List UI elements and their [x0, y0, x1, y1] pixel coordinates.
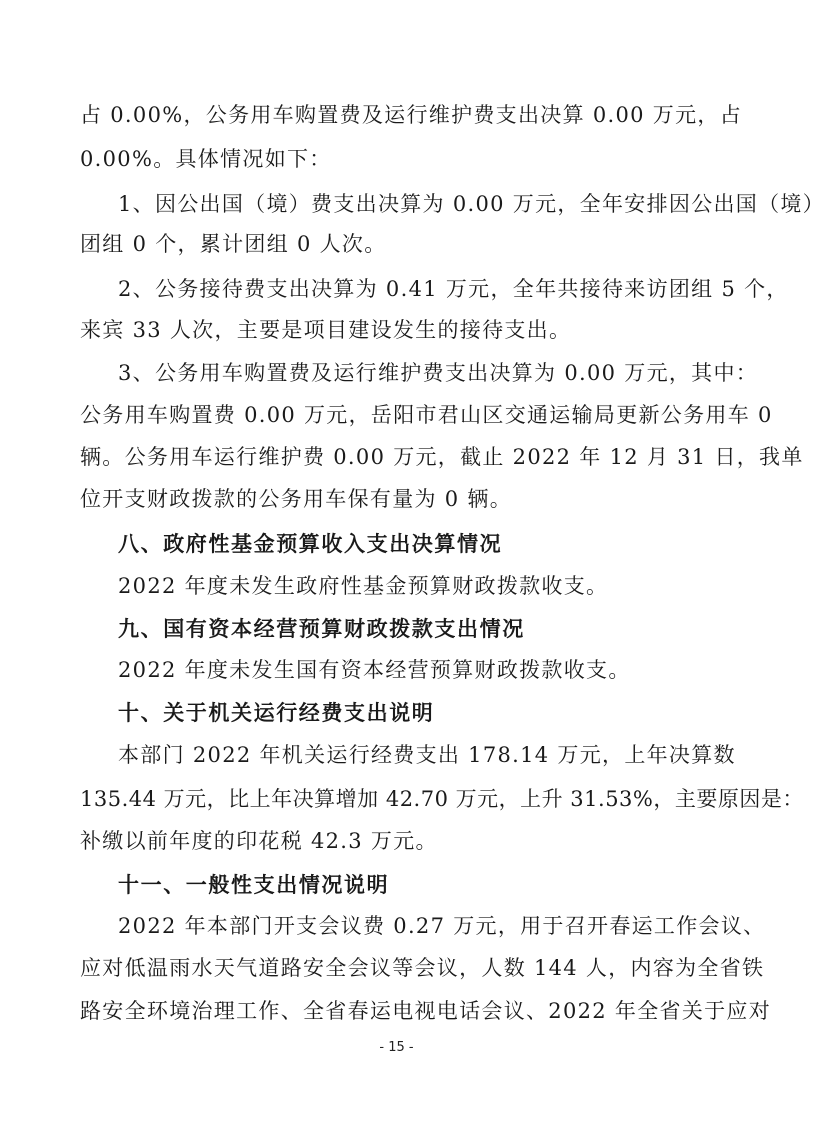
- page-number: - 15 -: [379, 1040, 414, 1055]
- paragraph-line: 1、因公出国（境）费支出决算为 0.00 万元，全年安排因公出国（境）: [118, 192, 825, 216]
- paragraph-line: 应对低温雨水天气道路安全会议等会议，人数 144 人，内容为全省铁: [80, 956, 765, 980]
- paragraph-line: 位开支财政拨款的公务用车保有量为 0 辆。: [80, 487, 513, 511]
- section-heading: 十、关于机关运行经费支出说明: [118, 701, 435, 725]
- paragraph-line: 公务用车购置费 0.00 万元，岳阳市君山区交通运输局更新公务用车 0: [80, 403, 773, 427]
- section-heading: 八、政府性基金预算收入支出决算情况: [118, 532, 503, 556]
- paragraph-line: 2022 年本部门开支会议费 0.27 万元，用于召开春运工作会议、: [118, 914, 766, 938]
- paragraph-line: 本部门 2022 年机关运行经费支出 178.14 万元，上年决算数: [118, 743, 736, 767]
- paragraph-line: 135.44 万元，比上年决算增加 42.70 万元，上升 31.53%，主要原因是：: [80, 787, 804, 811]
- paragraph-line: 占 0.00%，公务用车购置费及运行维护费支出决算 0.00 万元，占: [80, 103, 742, 127]
- paragraph-line: 补缴以前年度的印花税 42.3 万元。: [80, 829, 438, 853]
- paragraph-line: 来宾 33 人次，主要是项目建设发生的接待支出。: [80, 318, 572, 342]
- paragraph-line: 3、公务用车购置费及运行维护费支出决算为 0.00 万元，其中：: [118, 361, 759, 385]
- paragraph-line: 2022 年度未发生政府性基金预算财政拨款收支。: [118, 574, 609, 598]
- paragraph-line: 辆。公务用车运行维护费 0.00 万元，截止 2022 年 12 月 31 日，我单: [80, 445, 804, 469]
- paragraph-line: 路安全环境治理工作、全省春运电视电话会议、2022 年全省关于应对: [80, 999, 772, 1023]
- paragraph-line: 2、公务接待费支出决算为 0.41 万元，全年共接待来访团组 5 个，: [118, 277, 789, 301]
- paragraph-line: 2022 年度未发生国有资本经营预算财政拨款收支。: [118, 658, 631, 682]
- section-heading: 九、国有资本经营预算财政拨款支出情况: [118, 617, 525, 641]
- paragraph-line: 0.00%。具体情况如下：: [80, 147, 332, 171]
- paragraph-line: 团组 0 个，累计团组 0 人次。: [80, 232, 387, 256]
- section-heading: 十一、一般性支出情况说明: [118, 873, 390, 897]
